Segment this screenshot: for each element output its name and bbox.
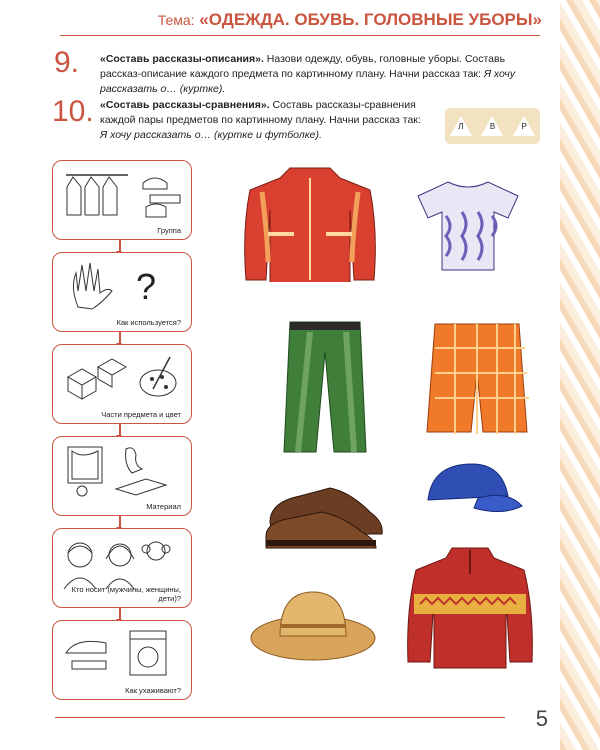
plan-card-who (52, 528, 192, 608)
shoes-image (262, 474, 392, 554)
plan-card-material (52, 436, 192, 516)
plan-card-usage (52, 252, 192, 332)
plan-caption-5: Кто носит (мужчины, женщины, дети)? (71, 585, 181, 603)
page-topic (158, 10, 542, 30)
header-divider (60, 35, 540, 36)
task10-body: Составь рассказы-сравнения каждой пары предметов по картинному плану. Начни рассказ так: (100, 99, 421, 126)
people-icon (58, 533, 188, 593)
parts-palette-icon (58, 349, 188, 409)
topic-value: «ОДЕЖДА. ОБУВЬ. ГОЛОВНЫЕ УБОРЫ» (199, 10, 542, 29)
plan-arrow (119, 516, 121, 528)
plan-arrow (119, 332, 121, 344)
plan-card-group (52, 160, 192, 240)
cap-image (418, 460, 528, 530)
trousers-image (270, 318, 390, 456)
plan-card-care (52, 620, 192, 700)
plan-caption-1: Группа (157, 226, 181, 235)
decorative-stripes (560, 0, 600, 750)
tshirt-image (408, 176, 528, 276)
task9-text (100, 52, 540, 97)
svg-text:?: ? (136, 266, 157, 307)
footer-divider (55, 717, 505, 718)
plan-arrow (119, 608, 121, 620)
plan-caption-2: Как используется? (116, 318, 181, 327)
triangle-r-label: Р (521, 122, 527, 131)
iron-washer-icon (58, 625, 188, 685)
topic-label: Тема: (157, 12, 195, 28)
hat-image (248, 586, 378, 666)
page-number: 5 (535, 706, 548, 731)
triangle-v (481, 116, 503, 136)
plan-arrow (119, 240, 121, 252)
task10-title: «Составь рассказы-сравнения». (100, 99, 270, 111)
plan-caption-3: Части предмета и цвет (101, 410, 181, 419)
shorts-image (425, 318, 535, 438)
task10-text (100, 98, 430, 143)
sweater-image (400, 544, 540, 670)
plan-card-parts (52, 344, 192, 424)
jacket-image (240, 162, 380, 282)
task9-number: 9. (54, 46, 80, 79)
sound-triangles (445, 108, 540, 144)
hand-question-icon (58, 257, 188, 317)
task9-example: Я хочу рассказать о… (куртке). (100, 68, 516, 95)
triangle-l-label: Л (458, 122, 464, 131)
triangle-v-label: В (489, 122, 496, 131)
plan-arrow (119, 424, 121, 436)
materials-icon (58, 441, 188, 501)
task10-number: 10. (52, 95, 94, 128)
plan-caption-4: Материал (146, 502, 181, 511)
plan-caption-6: Как ухаживают? (125, 686, 181, 695)
clothes-rack-icon (58, 165, 188, 225)
task10-example: Я хочу рассказать о… (куртке и футболке). (100, 129, 322, 141)
triangle-r (513, 116, 535, 136)
task9-title: «Составь рассказы-описания». (100, 53, 264, 65)
triangle-l (450, 116, 472, 136)
task9-body: Назови одежду, обувь, головные уборы. Составь рассказ-описание каждого предмета по картинному плану. Начни рассказ так: (100, 53, 506, 80)
